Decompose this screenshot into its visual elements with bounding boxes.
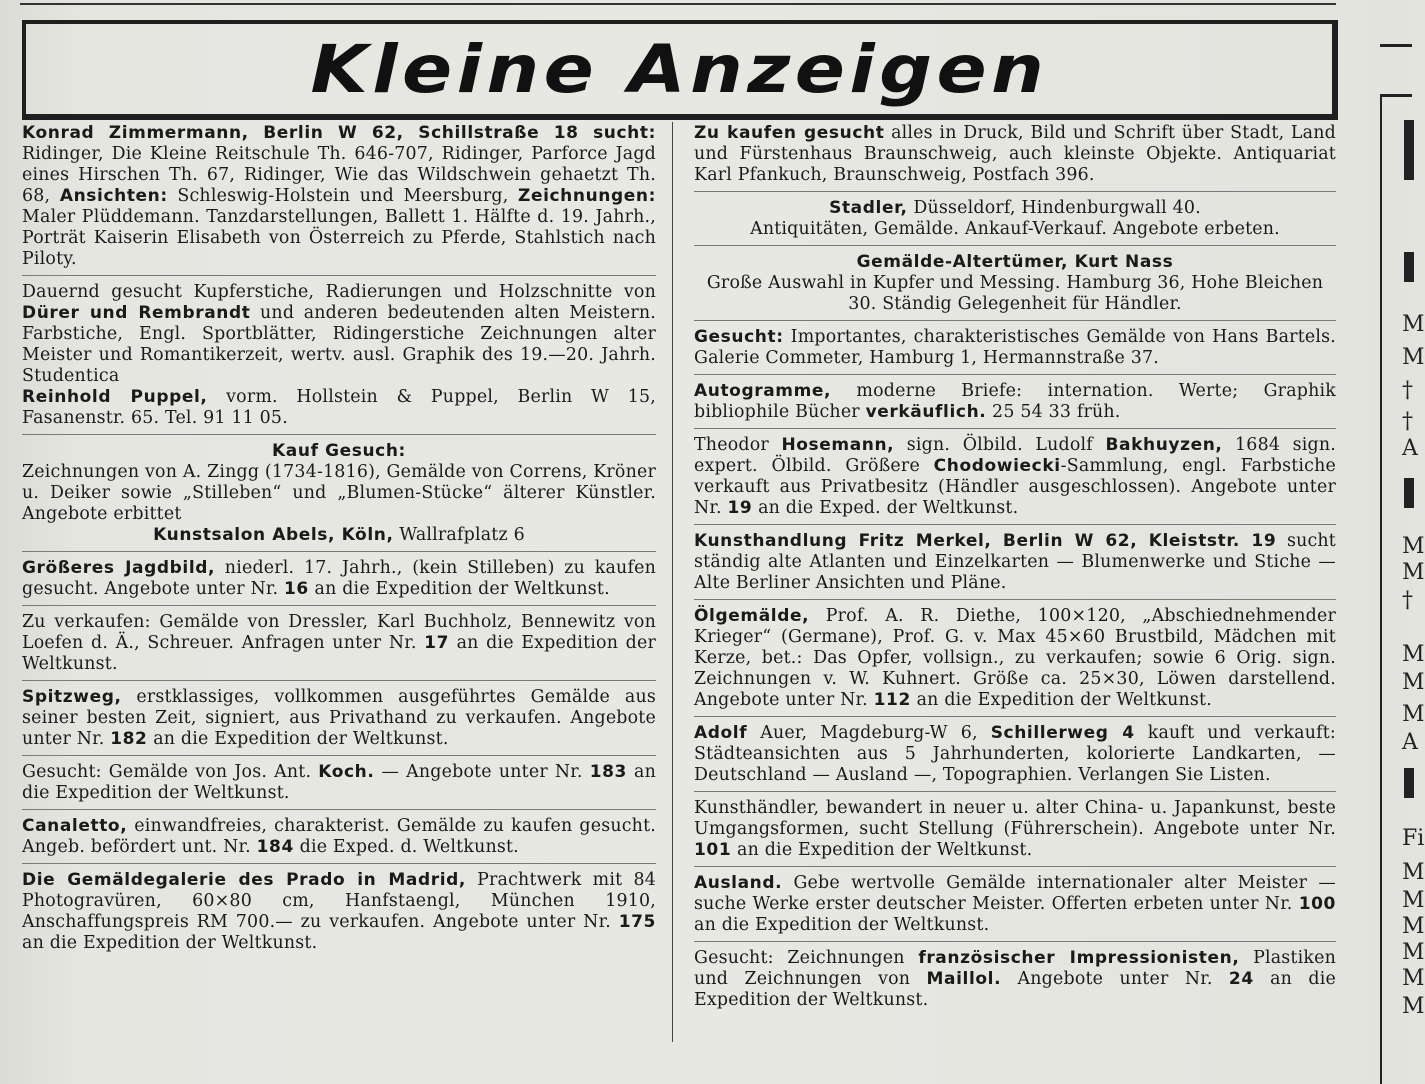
ad-text: an die Expedition der Weltkunst. [910, 690, 1212, 710]
title-box [22, 20, 1338, 120]
top-rule [20, 3, 1336, 5]
strip-rule [1380, 94, 1412, 97]
ad-text: Prof. A. R. Diethe, 100×120, „Abschiednehmender Krieger“ (Germane), Prof. G. v. Max 45×60 Brustbild, Mädchen mit Kerze, bet.: Das Opfer, vollsign., zu verkaufen; sowie 6 Orig. sign. Zeichnungen v. W. Kuhnert. Größe ca. 25×30, Löwen darstellend. Angebote unter Nr. [694, 606, 1336, 710]
ad-bold-text: 100 [1298, 894, 1336, 914]
classified-ad [22, 684, 656, 756]
strip-vertical-rule [1380, 94, 1382, 1084]
ad-bold-text: 24 [1228, 969, 1254, 989]
ad-text: Große Auswahl in Kupfer und Messing. Hamburg 36, Hohe Bleichen 30. Ständig Gelegenheit für Händler. [706, 273, 1324, 314]
ad-text: alles in Druck, Bild und Schrift über Stadt, Land und Fürstenhaus Braunschweig, auch kleinste Objekte. Antiquariat Karl Pfankuch, Braunschweig, Postfach 396. [694, 123, 1336, 185]
strip-block [1404, 120, 1414, 180]
ad-bold-text: Die Gemäldegalerie des Prado in Madrid, [22, 870, 466, 890]
ad-bold-text: Zu kaufen gesucht [694, 123, 885, 143]
ad-text: an die Expedition der Weltkunst. [22, 762, 657, 803]
ad-bold-text: Ansichten: [59, 186, 168, 206]
left-ad-column [22, 120, 656, 1044]
ad-bold-text: Autogramme, [694, 381, 832, 401]
ad-text: an die Expedition der Weltkunst. [22, 633, 656, 674]
ad-bold-text: 17 [424, 633, 450, 653]
ad-bold-text: Canaletto, [22, 816, 128, 836]
ad-text: Theodor [694, 435, 782, 455]
ad-bold-text: Kunstsalon Abels, Köln, [153, 525, 394, 545]
classified-ad [694, 195, 1336, 246]
ad-text: an die Exped. der Weltkunst. [752, 498, 1019, 518]
ad-body [22, 282, 656, 387]
adjacent-page-fragment: M [1402, 534, 1425, 559]
ad-bold-text: Ausland. [694, 873, 783, 893]
adjacent-page-fragment: M [1402, 860, 1425, 885]
classified-ad [694, 324, 1336, 375]
ad-bold-text: Bakhuyzen, [1105, 435, 1223, 455]
ad-text: — Angebote unter Nr. [374, 762, 590, 782]
ad-text: Ridinger, Die Kleine Reitschule Th. 646-707, Ridinger, Parforce Jagd eines Hirschen Th. 67, Ridinger, Wie das Wildschwein gehaetzt Th. 68, [22, 144, 656, 206]
ad-bold-text: Chodowiecki [933, 456, 1061, 476]
adjacent-page-fragment: M [1402, 560, 1425, 585]
classified-ad [22, 867, 656, 959]
ad-text: die Exped. d. Weltkunst. [293, 837, 519, 857]
classified-ad [22, 609, 656, 681]
ad-heading: Kauf Gesuch: [272, 441, 406, 461]
ad-bold-text: 184 [256, 837, 294, 857]
adjacent-page-fragment: M [1402, 994, 1425, 1019]
adjacent-page-fragment: Fi [1402, 826, 1425, 851]
strip-rule [1380, 44, 1412, 47]
adjacent-page-fragment: A [1402, 730, 1418, 755]
ad-text: und anderen bedeutenden alten Meistern. Farbstiche, Engl. Sportblätter, Ridingerstiche Zeichnungen alter Meister und Romantikerzeit, wertv. ausl. Graphik des 19.—20. Jahrh. Studentica [22, 303, 656, 386]
ad-body [694, 273, 1336, 315]
adjacent-page-fragment: M [1402, 702, 1425, 727]
ad-bold-text: Zeichnungen: [518, 186, 656, 206]
ad-text: 25 54 33 früh. [986, 402, 1121, 422]
ad-body [22, 612, 656, 675]
ad-body [694, 198, 1336, 219]
ad-body [694, 948, 1336, 1011]
strip-block [1404, 478, 1414, 508]
strip-block [1404, 768, 1414, 798]
adjacent-page-fragment: † [1402, 588, 1413, 613]
classified-ad [694, 432, 1336, 525]
ad-body [22, 558, 656, 600]
classified-ad [694, 528, 1336, 600]
ad-text: Gebe wertvolle Gemälde internationaler alter Meister — suche Werke erster deutscher Meister. Offerten erbeten unter Nr. [694, 873, 1336, 914]
classified-ad [694, 870, 1336, 942]
ad-body [22, 816, 656, 858]
ad-body [694, 723, 1336, 786]
ad-text: Zeichnungen von A. Zingg (1734-1816), Gemälde von Correns, Kröner u. Deiker sowie „Stilleben“ und „Blumen-Stücke“ älterer Künstler. Angebote erbittet [22, 462, 656, 524]
ad-body [22, 870, 656, 954]
ad-bold-text: Reinhold Puppel, [22, 387, 208, 407]
ad-bold-text: 175 [618, 912, 656, 932]
ad-bold-text: Maillol. [926, 969, 1002, 989]
adjacent-page-fragment: † [1402, 378, 1413, 403]
adjacent-page-fragment: M [1402, 914, 1425, 939]
ad-bold-text: verkäuflich. [865, 402, 987, 422]
ad-text: Maler Plüddemann. Tanzdarstellungen, Ballett 1. Hälfte d. 19. Jahrh., Porträt Kaiserin Elisabeth von Österreich zu Pferde, Stahlstich nach Piloty. [22, 207, 656, 269]
ad-text: Plastiken und Zeichnungen von [694, 948, 1337, 989]
ad-bold-text: Größeres Jagdbild, [22, 558, 216, 578]
ad-text: -Sammlung, engl. Farbstiche verkauft aus Privatbesitz (Händler ausgeschlossen). Angebote unter Nr. [694, 456, 1336, 518]
ad-bold-text: Adolf [694, 723, 748, 743]
classified-ad [694, 795, 1336, 867]
ad-body [694, 873, 1336, 936]
ad-text: Angebote unter Nr. [1001, 969, 1229, 989]
adjacent-page-fragment: M [1402, 888, 1425, 913]
adjacent-page-fragment: M [1402, 312, 1425, 337]
ad-bold-text: Ölgemälde, [694, 606, 810, 626]
ad-bold-text: 19 [727, 498, 753, 518]
adjacent-page-fragment: M [1402, 940, 1425, 965]
ad-bold-text: Kunsthandlung Fritz Merkel, Berlin W 62, Kleiststr. 19 [694, 531, 1277, 551]
ad-text: Prachtwerk mit 84 Photogravüren, 60×80 cm, Hanfstaengl, München 1910, Anschaffungspreis RM 700.— zu verkaufen. Angebote unter Nr. [22, 870, 656, 932]
classified-ad [694, 249, 1336, 321]
adjacent-page-fragment: M [1402, 670, 1425, 695]
ad-bold-text: Stadler, [829, 198, 908, 218]
classified-ad [22, 120, 656, 276]
ad-bold-text: Gesucht: [694, 327, 784, 347]
ad-bold-text: französischer Impressionisten, [918, 948, 1240, 968]
ad-text: sucht ständig alte Atlanten und Einzelkarten — Blumenwerke und Stiche — Alte Berliner Ansichten und Pläne. [694, 531, 1336, 593]
adjacent-page-fragment: M [1402, 642, 1425, 667]
classified-ad [22, 279, 656, 435]
ad-body [694, 435, 1336, 519]
ad-text: Kunsthändler, bewandert in neuer u. alter China- u. Japankunst, beste Umgangsformen, sucht Stellung (Führerschein). Angebote unter Nr. [694, 798, 1336, 839]
ad-body [694, 123, 1336, 186]
ad-text: an die Expedition der Weltkunst. [147, 729, 449, 749]
adjacent-page-fragment: M [1402, 966, 1425, 991]
classified-ad [22, 555, 656, 606]
ad-text: niederl. 17. Jahrh., (kein Stilleben) zu kaufen gesucht. Angebote unter Nr. [22, 558, 656, 599]
ad-text: kauft und verkauft: Städteansichten aus 5 Jahrhunderten, kolorierte Landkarten, — Deutschland — Ausland —, Topographien. Verlangen Sie Listen. [694, 723, 1336, 785]
ad-bold-text: 101 [694, 840, 732, 860]
ad-text: an die Expedition der Weltkunst. [731, 840, 1033, 860]
adjacent-page-strip [1380, 0, 1425, 1084]
ad-body [694, 798, 1336, 861]
ad-text: an die Expedition der Weltkunst. [694, 915, 990, 935]
ad-body [694, 606, 1336, 711]
ad-text: erstklassiges, vollkommen ausgeführtes Gemälde aus seiner besten Zeit, signiert, aus Privathand zu verkaufen. Angebote unter Nr. [22, 687, 656, 749]
ad-body [22, 762, 656, 804]
adjacent-page-fragment: A [1402, 436, 1418, 461]
ad-bold-text: Koch. [318, 762, 375, 782]
ad-text: moderne Briefe: internation. Werte; Graphik bibliophile Bücher [694, 381, 1336, 422]
ad-body [694, 531, 1336, 594]
classified-ad [694, 120, 1336, 192]
ad-bold-text: 16 [283, 579, 309, 599]
ad-body [694, 381, 1336, 423]
adjacent-page-fragment: † [1402, 409, 1413, 434]
ad-text: Auer, Magdeburg-W 6, [747, 723, 991, 743]
ad-body [22, 123, 656, 270]
ad-bold-text: Schillerweg 4 [990, 723, 1135, 743]
ad-bold-text: Spitzweg, [22, 687, 122, 707]
classified-ad [694, 720, 1336, 792]
strip-block [1404, 252, 1414, 282]
ad-text: Gesucht: Gemälde von Jos. Ant. [22, 762, 319, 782]
classified-ad [694, 603, 1336, 717]
classified-ad [22, 438, 656, 552]
classified-ad [694, 945, 1336, 1016]
classified-ad [22, 759, 656, 810]
ad-text: Düsseldorf, Hindenburgwall 40. [907, 198, 1201, 218]
ad-bold-text: 112 [873, 690, 911, 710]
page-title: Kleine Anzeigen [310, 30, 1048, 108]
ad-text: Importantes, charakteristisches Gemälde von Hans Bartels. Galerie Commeter, Hamburg 1, Hermannstraße 37. [694, 327, 1336, 368]
ad-text: Antiquitäten, Gemälde. Ankauf-Verkauf. Angebote erbeten. [750, 219, 1280, 239]
ad-heading: Gemälde-Altertümer, Kurt Nass [856, 252, 1174, 272]
ad-text: einwandfreies, charakterist. Gemälde zu kaufen gesucht. Angeb. befördert unt. Nr. [22, 816, 656, 857]
ad-text: Wallrafplatz 6 [393, 525, 525, 545]
classified-ad [694, 378, 1336, 429]
adjacent-page-fragment: M [1402, 345, 1425, 370]
ad-bold-text: Hosemann, [781, 435, 895, 455]
ad-text: Gesucht: Zeichnungen [694, 948, 919, 968]
ad-bold-text: Dürer und Rembrandt [22, 303, 251, 323]
ad-body [22, 462, 656, 525]
ad-text: Zu verkaufen: Gemälde von Dressler, Karl Buchholz, Bennewitz von Loefen d. Ä., Schreuer. Anfragen unter Nr. [22, 612, 656, 653]
ad-text: an die Expedition der Weltkunst. [694, 969, 1337, 1010]
ad-text: 1684 sign. expert. Ölbild. Größere [694, 435, 1336, 476]
ad-text: Dauernd gesucht Kupferstiche, Radierungen und Holzschnitte von [22, 282, 656, 302]
ad-bold-text: 183 [589, 762, 627, 782]
ad-bold-text: 182 [110, 729, 148, 749]
ad-text: an die Expedition der Weltkunst. [22, 933, 318, 953]
ad-text: an die Expedition der Weltkunst. [308, 579, 610, 599]
ad-signature [22, 525, 656, 546]
ad-text: vorm. Hollstein & Puppel, Berlin W 15, Fasanenstr. 65. Tel. 91 11 05. [22, 387, 657, 428]
right-ad-column [694, 120, 1336, 1044]
ad-bold-text: Konrad Zimmermann, Berlin W 62, Schillstraße 18 sucht: [22, 123, 656, 143]
ad-body [694, 327, 1336, 369]
classified-ad [22, 813, 656, 864]
ad-body [22, 687, 656, 750]
ad-body-continued [22, 387, 656, 429]
column-divider [672, 122, 673, 1042]
ad-text: sign. Ölbild. Ludolf [894, 435, 1106, 455]
ad-text: Schleswig-Holstein und Meersburg, [167, 186, 519, 206]
ad-body-continued [694, 219, 1336, 240]
